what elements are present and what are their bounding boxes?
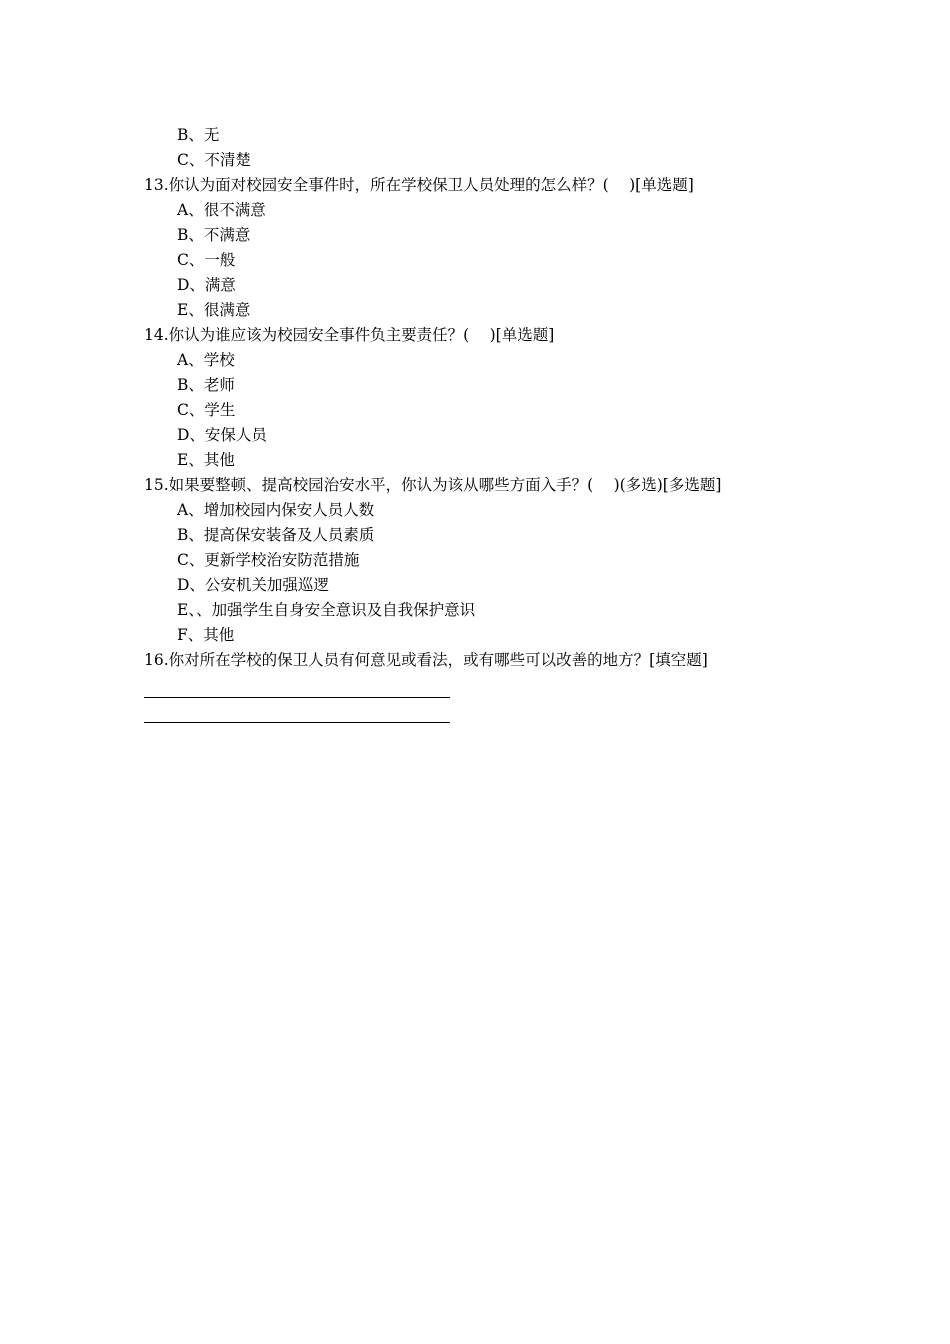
underline-rule <box>144 722 450 723</box>
fill-in-blank-line-2[interactable] <box>144 698 450 723</box>
q13-option-e: E、很满意 <box>177 301 251 319</box>
question-15: 15.如果要整顿、提高校园治安水平，你认为该从哪些方面入手？( )(多选)[多选题] <box>144 476 722 494</box>
option-b-none: B、无 <box>177 126 220 144</box>
q15-option-c: C、更新学校治安防范措施 <box>177 551 360 569</box>
q15-option-b: B、提高保安装备及人员素质 <box>177 526 375 544</box>
q15-option-a: A、增加校园内保安人员人数 <box>177 501 375 519</box>
q14-option-c: C、学生 <box>177 401 236 419</box>
q15-option-e: E、、加强学生自身安全意识及自我保护意识 <box>177 601 476 619</box>
q13-option-b: B、不满意 <box>177 226 251 244</box>
q14-option-d: D、安保人员 <box>177 426 267 444</box>
q14-option-a: A、学校 <box>177 351 235 369</box>
q14-option-b: B、老师 <box>177 376 235 394</box>
question-14: 14.你认为谁应该为校园安全事件负主要责任？( )[单选题] <box>144 326 555 344</box>
fill-in-blank-line-1[interactable] <box>144 673 450 698</box>
question-16: 16.你对所在学校的保卫人员有何意见或看法，或有哪些可以改善的地方？[填空题] <box>144 651 708 669</box>
q13-option-a: A、很不满意 <box>177 201 266 219</box>
q13-option-d: D、满意 <box>177 276 236 294</box>
q15-option-d: D、公安机关加强巡逻 <box>177 576 329 594</box>
questionnaire-page <box>0 123 950 723</box>
option-c-unclear: C、不清楚 <box>177 151 251 169</box>
question-13: 13.你认为面对校园安全事件时，所在学校保卫人员处理的怎么样？( )[单选题] <box>144 176 694 194</box>
q15-option-f: F、其他 <box>177 626 235 644</box>
q13-option-c: C、一般 <box>177 251 236 269</box>
q14-option-e: E、其他 <box>177 451 235 469</box>
